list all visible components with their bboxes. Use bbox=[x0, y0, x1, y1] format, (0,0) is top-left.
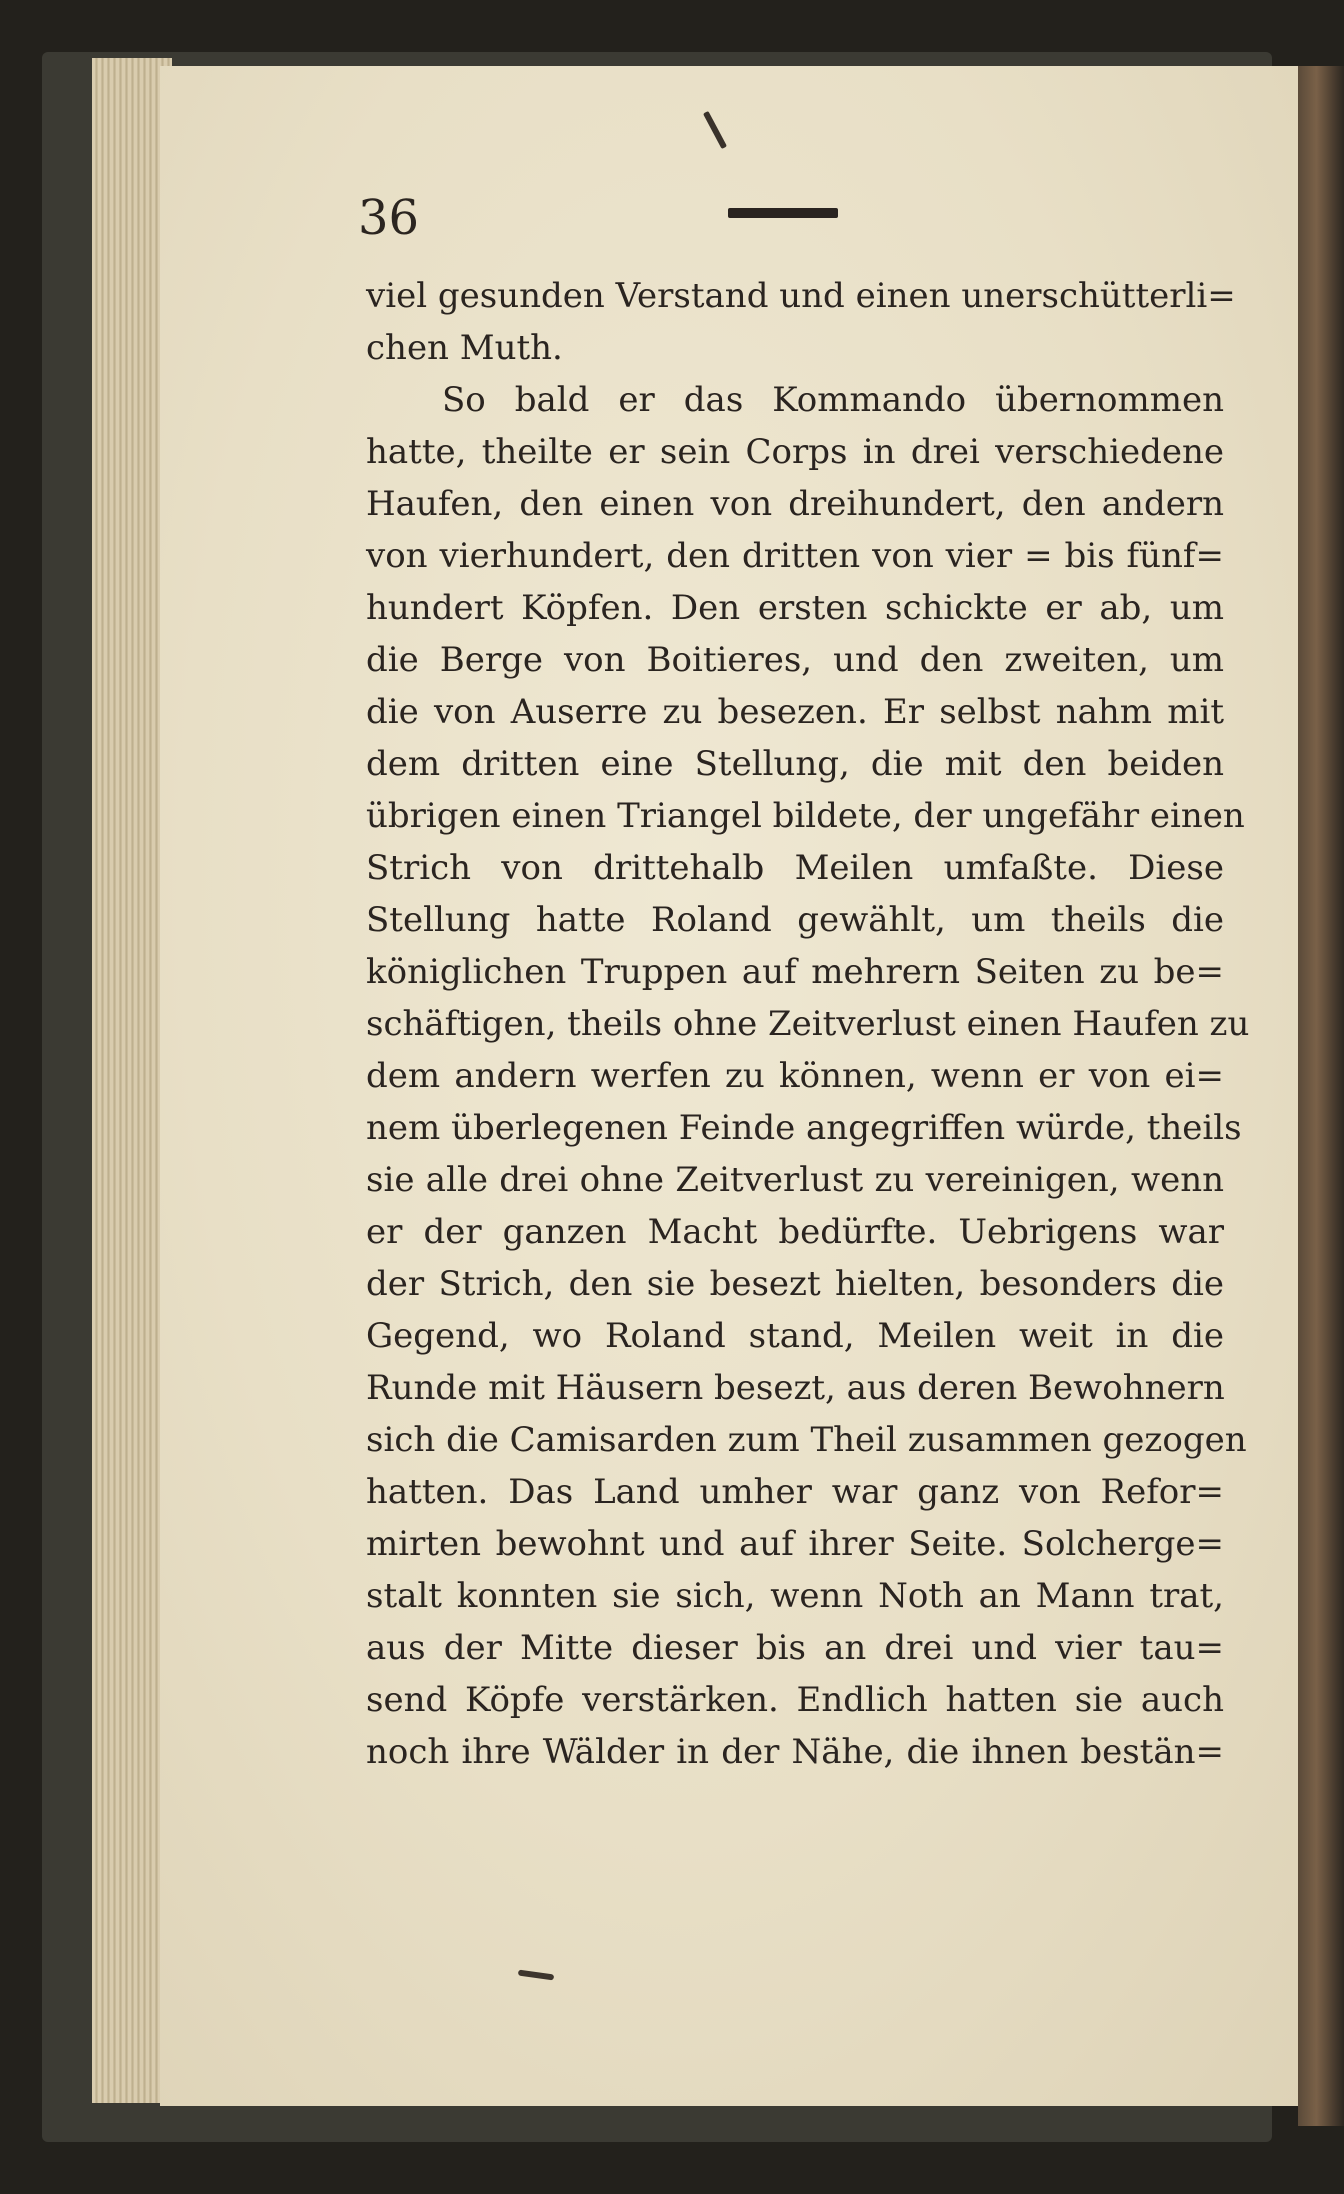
text-line: die Berge von Boitieres, und den zweiten, um bbox=[366, 640, 1224, 680]
text-line: die von Auserre zu besezen. Er selbst nahm mit bbox=[366, 692, 1224, 732]
text-line: So bald er das Kommando übernommen bbox=[442, 380, 1224, 420]
text-line: Strich von drittehalb Meilen umfaßte. Diese bbox=[366, 848, 1224, 888]
text-line: dem andern werfen zu können, wenn er von ei= bbox=[366, 1056, 1224, 1096]
text-line: chen Muth. bbox=[366, 328, 563, 368]
text-line: sich die Camisarden zum Theil zusammen gezogen bbox=[366, 1420, 1247, 1460]
body-text bbox=[366, 270, 1250, 1778]
page-number: 36 bbox=[358, 190, 420, 246]
text-line: schäftigen, theils ohne Zeitverlust einen Haufen zu bbox=[366, 1004, 1250, 1044]
text-line: der Strich, den sie besezt hielten, besonders die bbox=[366, 1264, 1224, 1304]
text-line: übrigen einen Triangel bildete, der ungefähr einen bbox=[366, 796, 1245, 836]
text-line: er der ganzen Macht bedürfte. Uebrigens war bbox=[366, 1212, 1224, 1252]
text-line: Runde mit Häusern besezt, aus deren Bewohnern bbox=[366, 1368, 1225, 1408]
text-line: send Köpfe verstärken. Endlich hatten sie auch bbox=[366, 1680, 1224, 1720]
text-line: stalt konnten sie sich, wenn Noth an Mann trat, bbox=[366, 1576, 1224, 1616]
text-line: noch ihre Wälder in der Nähe, die ihnen bestän= bbox=[366, 1732, 1224, 1772]
text-line: Gegend, wo Roland stand, Meilen weit in die bbox=[366, 1316, 1224, 1356]
text-line: Stellung hatte Roland gewählt, um theils die bbox=[366, 900, 1224, 940]
text-line: dem dritten eine Stellung, die mit den beiden bbox=[366, 744, 1224, 784]
text-line: hundert Köpfen. Den ersten schickte er ab, um bbox=[366, 588, 1224, 628]
text-line: Haufen, den einen von dreihundert, den andern bbox=[366, 484, 1224, 524]
text-line: hatten. Das Land umher war ganz von Refor= bbox=[366, 1472, 1224, 1512]
facing-page-edge bbox=[1298, 66, 1344, 2126]
text-line: mirten bewohnt und auf ihrer Seite. Solcherge= bbox=[366, 1524, 1224, 1564]
text-line: hatte, theilte er sein Corps in drei verschiedene bbox=[366, 432, 1224, 472]
header-rule bbox=[728, 208, 838, 218]
text-line: viel gesunden Verstand und einen unerschütterli= bbox=[366, 276, 1236, 316]
text-line: aus der Mitte dieser bis an drei und vier tau= bbox=[366, 1628, 1224, 1668]
text-line: königlichen Truppen auf mehrern Seiten zu be= bbox=[366, 952, 1224, 992]
text-line: von vierhundert, den dritten von vier = bis fünf= bbox=[366, 536, 1224, 576]
text-line: nem überlegenen Feinde angegriffen würde, theils bbox=[366, 1108, 1242, 1148]
text-line: sie alle drei ohne Zeitverlust zu vereinigen, wenn bbox=[366, 1160, 1224, 1200]
